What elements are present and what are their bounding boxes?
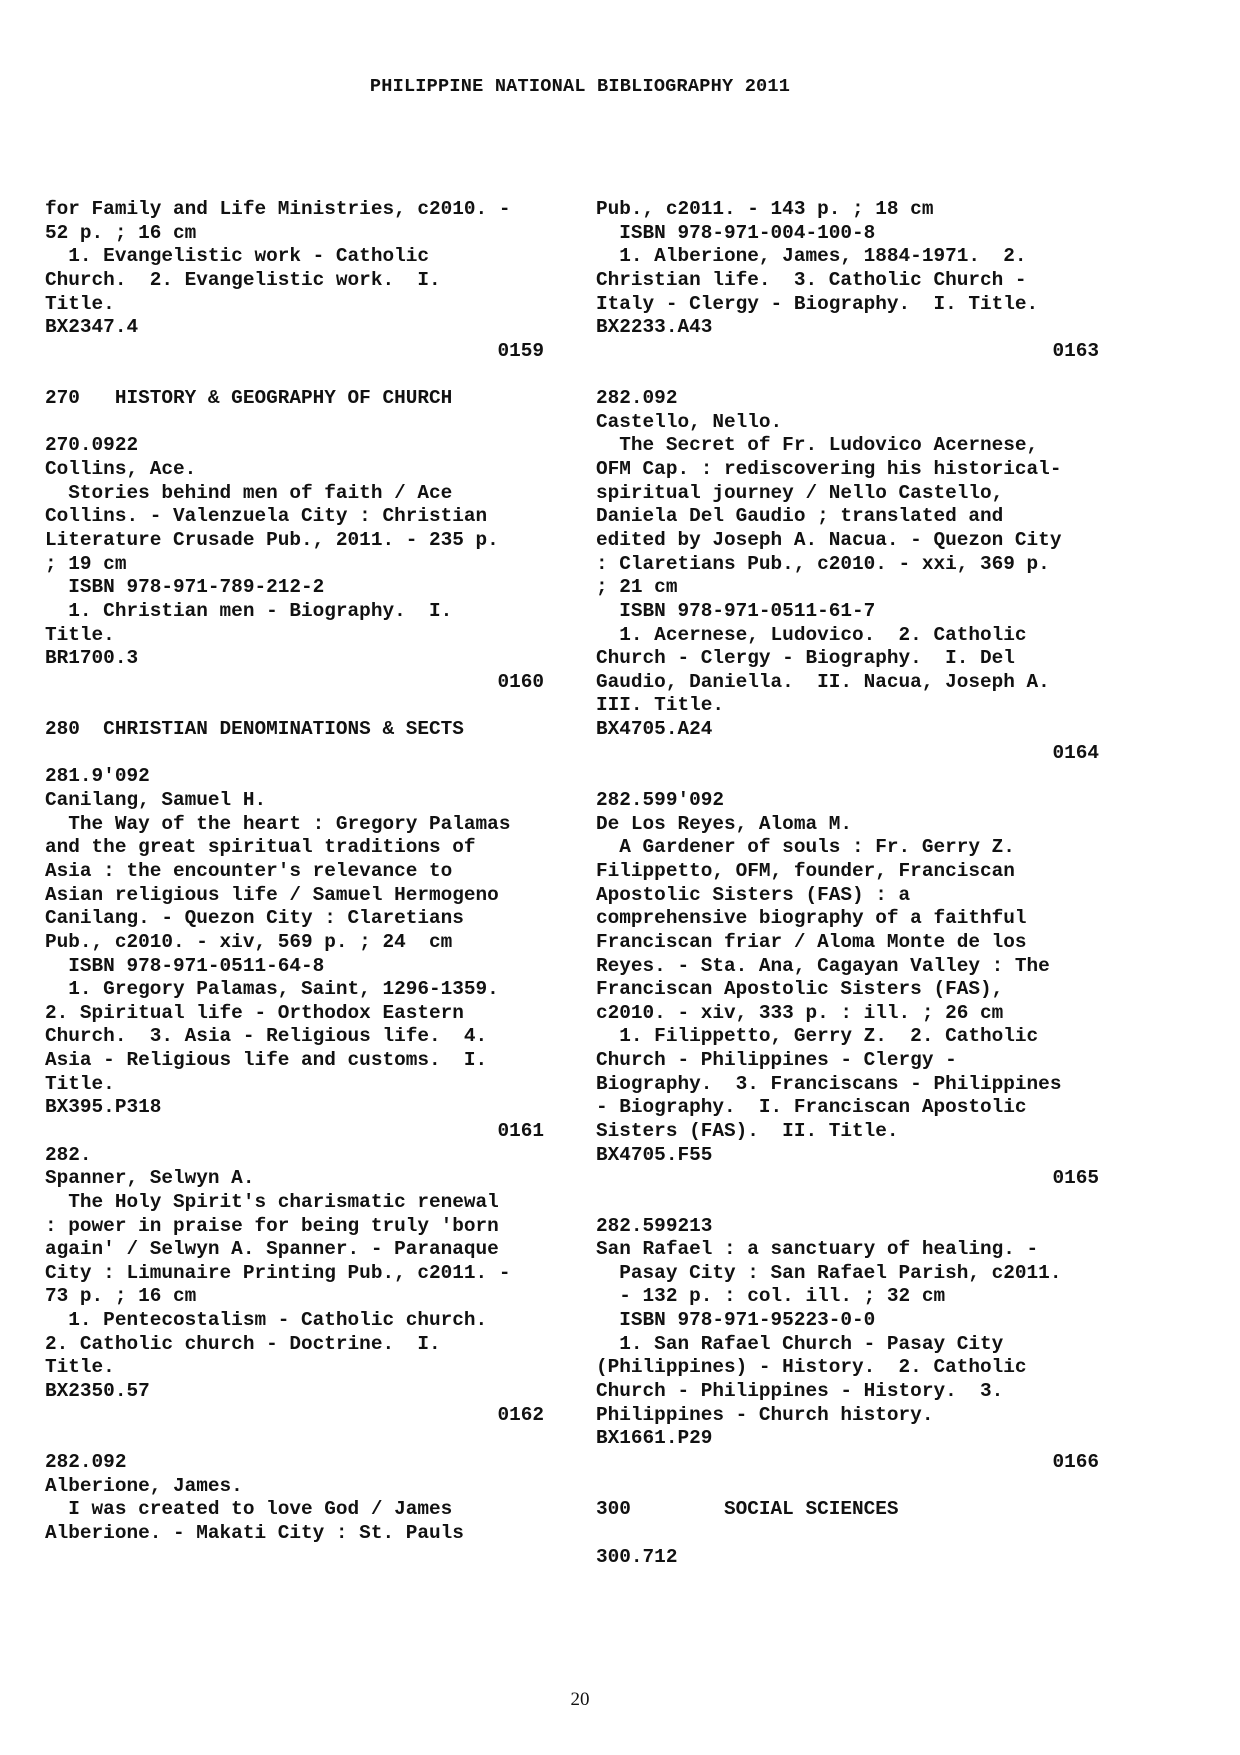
entry-0165-line: A Gardener of souls : Fr. Gerry Z.: [596, 836, 1015, 859]
entry-number: 0162: [497, 1403, 544, 1426]
entry-0166-line: San Rafael : a sanctuary of healing. -: [596, 1238, 1039, 1261]
entry-0162-line: City : Limunaire Printing Pub., c2011. -: [45, 1261, 511, 1284]
entry-number: 0165: [1052, 1167, 1099, 1190]
entry-0165-subject: 1. Filippetto, Gerry Z. 2. Catholic: [596, 1025, 1039, 1048]
entry-0165-line: Franciscan Apostolic Sisters (FAS),: [596, 978, 1004, 1001]
blank-line: [596, 1522, 1106, 1546]
entry-0159-subject: Title.: [45, 292, 115, 315]
class-number: 282.599'092: [596, 789, 724, 812]
entry-0163-line: Alberione. - Makati City : St. Pauls: [45, 1521, 464, 1544]
entry-0165-line: comprehensive biography of a faithful: [596, 907, 1027, 930]
author: Alberione, James.: [45, 1474, 243, 1497]
entry-0166-subject: Church - Philippines - History. 3.: [596, 1380, 1004, 1403]
blank-line: [45, 1427, 555, 1451]
entry-0164-line: The Secret of Fr. Ludovico Acernese,: [596, 434, 1039, 457]
entry-0160-line: Literature Crusade Pub., 2011. - 235 p.: [45, 528, 499, 551]
entry-0161-line: Pub., c2010. - xiv, 569 p. ; 24 cm: [45, 930, 453, 953]
section-heading: 300 SOCIAL SCIENCES: [596, 1498, 899, 1521]
entry-0162-subject: 1. Pentecostalism - Catholic church.: [45, 1309, 488, 1332]
entry-0164-line: Daniela Del Gaudio ; translated and: [596, 505, 1004, 528]
entry-0160-line: ; 19 cm: [45, 552, 127, 575]
entry-0163-line: Pub., c2011. - 143 p. ; 18 cm: [596, 198, 934, 220]
entry-0161-subject: 1. Gregory Palamas, Saint, 1296-1359.: [45, 978, 499, 1001]
blank-line: [596, 363, 1106, 387]
entry-0160-line: Stories behind men of faith / Ace: [45, 481, 453, 504]
blank-line: [45, 411, 555, 435]
isbn: ISBN 978-971-0511-61-7: [596, 599, 876, 622]
entry-0162-line: 73 p. ; 16 cm: [45, 1285, 197, 1308]
entry-0166-line: Pasay City : San Rafael Parish, c2011.: [596, 1261, 1062, 1284]
entry-0159-subject: 1. Evangelistic work - Catholic: [45, 245, 429, 268]
entry-0166-subject: (Philippines) - History. 2. Catholic: [596, 1356, 1027, 1379]
entry-number: 0161: [497, 1119, 544, 1142]
left-column: [45, 198, 555, 1546]
author: Castello, Nello.: [596, 410, 783, 433]
entry-0163-subject: Italy - Clergy - Biography. I. Title.: [596, 292, 1039, 315]
entry-0163-line: I was created to love God / James: [45, 1498, 453, 1521]
call-number: BX4705.F55: [596, 1143, 713, 1166]
entry-0164-line: : Claretians Pub., c2010. - xxi, 369 p.: [596, 552, 1050, 575]
entry-0162-line: : power in praise for being truly 'born: [45, 1214, 499, 1237]
page-title: PHILIPPINE NATIONAL BIBLIOGRAPHY 2011: [369, 76, 791, 97]
blank-line: [596, 1191, 1106, 1215]
entry-0161-subject: 2. Spiritual life - Orthodox Eastern: [45, 1001, 464, 1024]
entry-0165-subject: Sisters (FAS). II. Title.: [596, 1119, 899, 1142]
blank-line: [596, 765, 1106, 789]
author: Collins, Ace.: [45, 458, 197, 481]
entry-0162-subject: 2. Catholic church - Doctrine. I.: [45, 1332, 441, 1355]
entry-0164-subject: Church - Clergy - Biography. I. Del: [596, 647, 1015, 670]
class-number: 300.712: [596, 1545, 678, 1568]
call-number: BX1661.P29: [596, 1427, 713, 1450]
entry-0164-line: edited by Joseph A. Nacua. - Quezon City: [596, 528, 1062, 551]
author: Spanner, Selwyn A.: [45, 1167, 255, 1190]
class-number: 281.9'092: [45, 765, 150, 788]
entry-0159-line: for Family and Life Ministries, c2010. -: [45, 198, 511, 220]
entry-0164-line: ; 21 cm: [596, 576, 678, 599]
entry-0164-subject: III. Title.: [596, 694, 724, 717]
entry-number: 0159: [497, 339, 544, 362]
entry-0163-subject: Christian life. 3. Catholic Church -: [596, 268, 1027, 291]
entry-0165-line: Apostolic Sisters (FAS) : a: [596, 883, 911, 906]
entry-0162-subject: Title.: [45, 1356, 115, 1379]
class-number: 270.0922: [45, 434, 139, 457]
entry-0161-line: Canilang. - Quezon City : Claretians: [45, 907, 464, 930]
call-number: BX2350.57: [45, 1380, 150, 1403]
entry-0165-subject: - Biography. I. Franciscan Apostolic: [596, 1096, 1027, 1119]
blank-line: [45, 363, 555, 387]
entry-0166-subject: 1. San Rafael Church - Pasay City: [596, 1332, 1004, 1355]
call-number: BR1700.3: [45, 647, 139, 670]
call-number: BX4705.A24: [596, 718, 713, 741]
entry-0161-line: The Way of the heart : Gregory Palamas: [45, 812, 511, 835]
entry-0161-subject: Asia - Religious life and customs. I.: [45, 1049, 488, 1072]
entry-0161-subject: Title.: [45, 1072, 115, 1095]
isbn: ISBN 978-971-789-212-2: [45, 576, 325, 599]
entry-0164-line: OFM Cap. : rediscovering his historical-: [596, 458, 1062, 481]
entry-0166-subject: Philippines - Church history.: [596, 1403, 934, 1426]
right-column: [596, 198, 1106, 1569]
entry-0159-subject: Church. 2. Evangelistic work. I.: [45, 268, 441, 291]
entry-0165-line: c2010. - xiv, 333 p. : ill. ; 26 cm: [596, 1001, 1004, 1024]
entry-0162-line: again' / Selwyn A. Spanner. - Paranaque: [45, 1238, 499, 1261]
entry-0160-line: Collins. - Valenzuela City : Christian: [45, 505, 488, 528]
class-number: 282.: [45, 1143, 92, 1166]
call-number: BX395.P318: [45, 1096, 162, 1119]
isbn: ISBN 978-971-95223-0-0: [596, 1309, 876, 1332]
blank-line: [45, 694, 555, 718]
section-heading: 270 HISTORY & GEOGRAPHY OF CHURCH: [45, 387, 453, 410]
author: Canilang, Samuel H.: [45, 789, 267, 812]
entry-0166-line: - 132 p. : col. ill. ; 32 cm: [596, 1285, 946, 1308]
entry-0160-subject: Title.: [45, 623, 115, 646]
class-number: 282.599213: [596, 1214, 713, 1237]
entry-number: 0166: [1052, 1450, 1099, 1473]
entry-0159-line: 52 p. ; 16 cm: [45, 221, 197, 244]
entry-number: 0160: [497, 670, 544, 693]
entry-0165-line: Filippetto, OFM, founder, Franciscan: [596, 859, 1015, 882]
class-number: 282.092: [596, 387, 678, 410]
entry-0163-subject: 1. Alberione, James, 1884-1971. 2.: [596, 245, 1027, 268]
entry-0164-subject: 1. Acernese, Ludovico. 2. Catholic: [596, 623, 1027, 646]
entry-number: 0163: [1052, 339, 1099, 362]
entry-0160-subject: 1. Christian men - Biography. I.: [45, 599, 453, 622]
isbn: ISBN 978-971-004-100-8: [596, 221, 876, 244]
blank-line: [596, 1475, 1106, 1499]
entry-number: 0164: [1052, 741, 1099, 764]
blank-line: [45, 742, 555, 766]
call-number: BX2347.4: [45, 316, 139, 339]
entry-0164-line: spiritual journey / Nello Castello,: [596, 481, 1004, 504]
section-heading: 280 CHRISTIAN DENOMINATIONS & SECTS: [45, 718, 464, 741]
author: De Los Reyes, Aloma M.: [596, 812, 852, 835]
entry-0165-subject: Church - Philippines - Clergy -: [596, 1049, 957, 1072]
entry-0162-line: The Holy Spirit's charismatic renewal: [45, 1190, 499, 1213]
entry-0164-subject: Gaudio, Daniella. II. Nacua, Joseph A.: [596, 670, 1050, 693]
class-number: 282.092: [45, 1450, 127, 1473]
entry-0161-subject: Church. 3. Asia - Religious life. 4.: [45, 1025, 488, 1048]
entry-0161-line: and the great spiritual traditions of: [45, 836, 476, 859]
entry-0161-line: Asian religious life / Samuel Hermogeno: [45, 883, 499, 906]
isbn: ISBN 978-971-0511-64-8: [45, 954, 325, 977]
call-number: BX2233.A43: [596, 316, 713, 339]
entry-0165-line: Reyes. - Sta. Ana, Cagayan Valley : The: [596, 954, 1050, 977]
entry-0161-line: Asia : the encounter's relevance to: [45, 859, 453, 882]
entry-0165-subject: Biography. 3. Franciscans - Philippines: [596, 1072, 1062, 1095]
entry-0165-line: Franciscan friar / Aloma Monte de los: [596, 930, 1027, 953]
page-number: 20: [570, 1689, 590, 1710]
